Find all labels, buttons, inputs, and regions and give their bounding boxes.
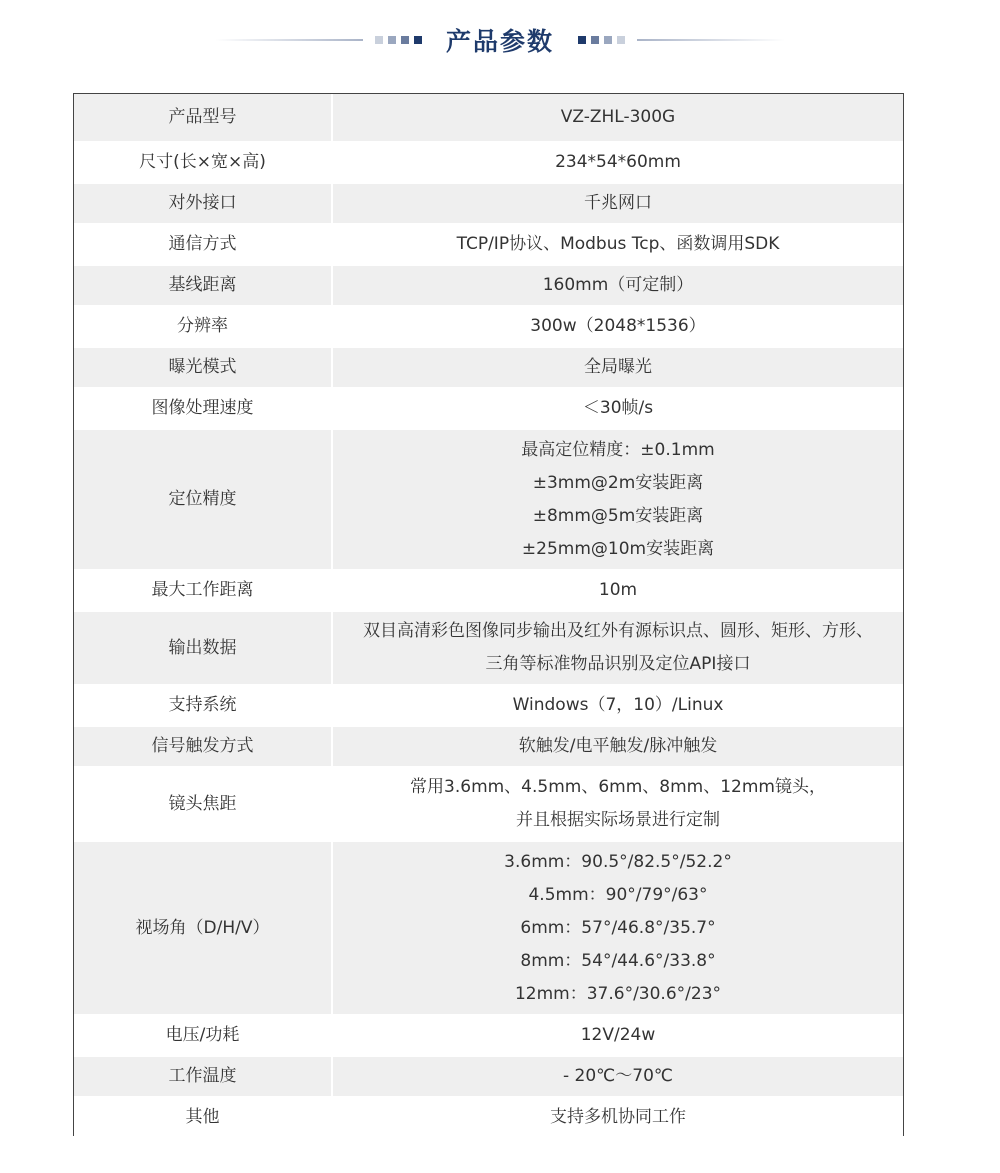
row-label: 其他	[74, 1096, 333, 1137]
row-label: 定位精度	[74, 428, 333, 569]
decor-square	[617, 36, 625, 44]
table-row	[74, 387, 903, 428]
table-row	[74, 766, 903, 840]
row-value	[333, 1014, 903, 1055]
table-row	[74, 1055, 903, 1096]
decor-square	[604, 36, 612, 44]
table-row	[74, 840, 903, 1014]
row-value	[333, 264, 903, 305]
row-label: 对外接口	[74, 182, 333, 223]
value-line: - 20℃～70℃	[563, 1066, 673, 1086]
value-line: 3.6mm：90.5°/82.5°/52.2°	[504, 851, 732, 872]
row-value	[333, 94, 903, 141]
table-row	[74, 725, 903, 766]
header-divider-right	[637, 39, 785, 41]
value-line: 4.5mm：90°/79°/63°	[528, 884, 708, 905]
table-row	[74, 1014, 903, 1055]
value-line: 8mm：54°/44.6°/33.8°	[520, 950, 716, 971]
row-value	[333, 1096, 903, 1137]
row-label: 工作温度	[74, 1055, 333, 1096]
row-label: 输出数据	[74, 610, 333, 684]
table-row	[74, 684, 903, 725]
row-label: 图像处理速度	[74, 387, 333, 428]
value-line: 160mm（可定制）	[542, 275, 694, 295]
value-line: ±25mm@10m安装距离	[521, 538, 715, 559]
row-value	[333, 305, 903, 346]
row-value	[333, 223, 903, 264]
row-label: 通信方式	[74, 223, 333, 264]
table-row	[74, 141, 903, 182]
row-value	[333, 610, 903, 684]
value-line: ＜30帧/s	[582, 398, 654, 418]
row-label: 分辨率	[74, 305, 333, 346]
row-value	[333, 182, 903, 223]
value-line: 双目高清彩色图像同步输出及红外有源标识点、圆形、矩形、方形、	[363, 621, 873, 641]
value-line: ±3mm@2m安装距离	[532, 472, 704, 493]
value-line: 支持多机协同工作	[550, 1107, 686, 1127]
row-label: 尺寸(长×宽×高)	[74, 141, 333, 182]
value-line: VZ-ZHL-300G	[560, 107, 676, 127]
value-line: 常用3.6mm、4.5mm、6mm、8mm、12mm镜头，	[410, 777, 826, 797]
row-value	[333, 387, 903, 428]
value-line: ±8mm@5m安装距离	[532, 505, 704, 526]
table-row	[74, 94, 903, 141]
row-label: 视场角（D/H/V）	[74, 840, 333, 1014]
section-title: 产品参数	[445, 27, 554, 56]
table-row	[74, 182, 903, 223]
row-value	[333, 141, 903, 182]
row-value	[333, 346, 903, 387]
value-line: 软触发/电平触发/脉冲触发	[518, 736, 718, 756]
table-row	[74, 223, 903, 264]
value-line: 全局曝光	[584, 357, 652, 377]
value-line: 12V/24w	[580, 1025, 656, 1045]
row-label: 产品型号	[74, 94, 333, 141]
decor-square	[591, 36, 599, 44]
value-line: Windows（7，10）/Linux	[512, 695, 724, 715]
value-line: 6mm：57°/46.8°/35.7°	[520, 917, 716, 938]
row-label: 基线距离	[74, 264, 333, 305]
table-row	[74, 346, 903, 387]
row-value	[333, 1055, 903, 1096]
table-row	[74, 610, 903, 684]
row-label: 信号触发方式	[74, 725, 333, 766]
row-label: 曝光模式	[74, 346, 333, 387]
section-header	[0, 0, 1000, 85]
value-line: 千兆网口	[584, 193, 652, 213]
table-row	[74, 305, 903, 346]
row-value	[333, 725, 903, 766]
row-label: 电压/功耗	[74, 1014, 333, 1055]
row-value	[333, 840, 903, 1014]
row-label: 支持系统	[74, 684, 333, 725]
value-line: 10m	[598, 580, 638, 600]
row-value	[333, 684, 903, 725]
row-value	[333, 766, 903, 840]
table-row	[74, 264, 903, 305]
row-label: 镜头焦距	[74, 766, 333, 840]
row-label: 最大工作距离	[74, 569, 333, 610]
spec-table	[73, 93, 904, 1136]
value-line: 并且根据实际场景进行定制	[516, 810, 720, 830]
value-line: 300w（2048*1536）	[530, 316, 706, 336]
value-line: 234*54*60mm	[555, 152, 681, 172]
row-value	[333, 428, 903, 569]
table-row	[74, 428, 903, 569]
decor-square	[578, 36, 586, 44]
table-row	[74, 569, 903, 610]
value-line: 三角等标准物品识别及定位API接口	[485, 654, 751, 674]
value-line: TCP/IP协议、Modbus Tcp、函数调用SDK	[456, 234, 780, 254]
row-value	[333, 569, 903, 610]
table-row	[74, 1096, 903, 1137]
value-line: 12mm：37.6°/30.6°/23°	[514, 983, 722, 1004]
value-line: 最高定位精度：±0.1mm	[521, 439, 715, 460]
